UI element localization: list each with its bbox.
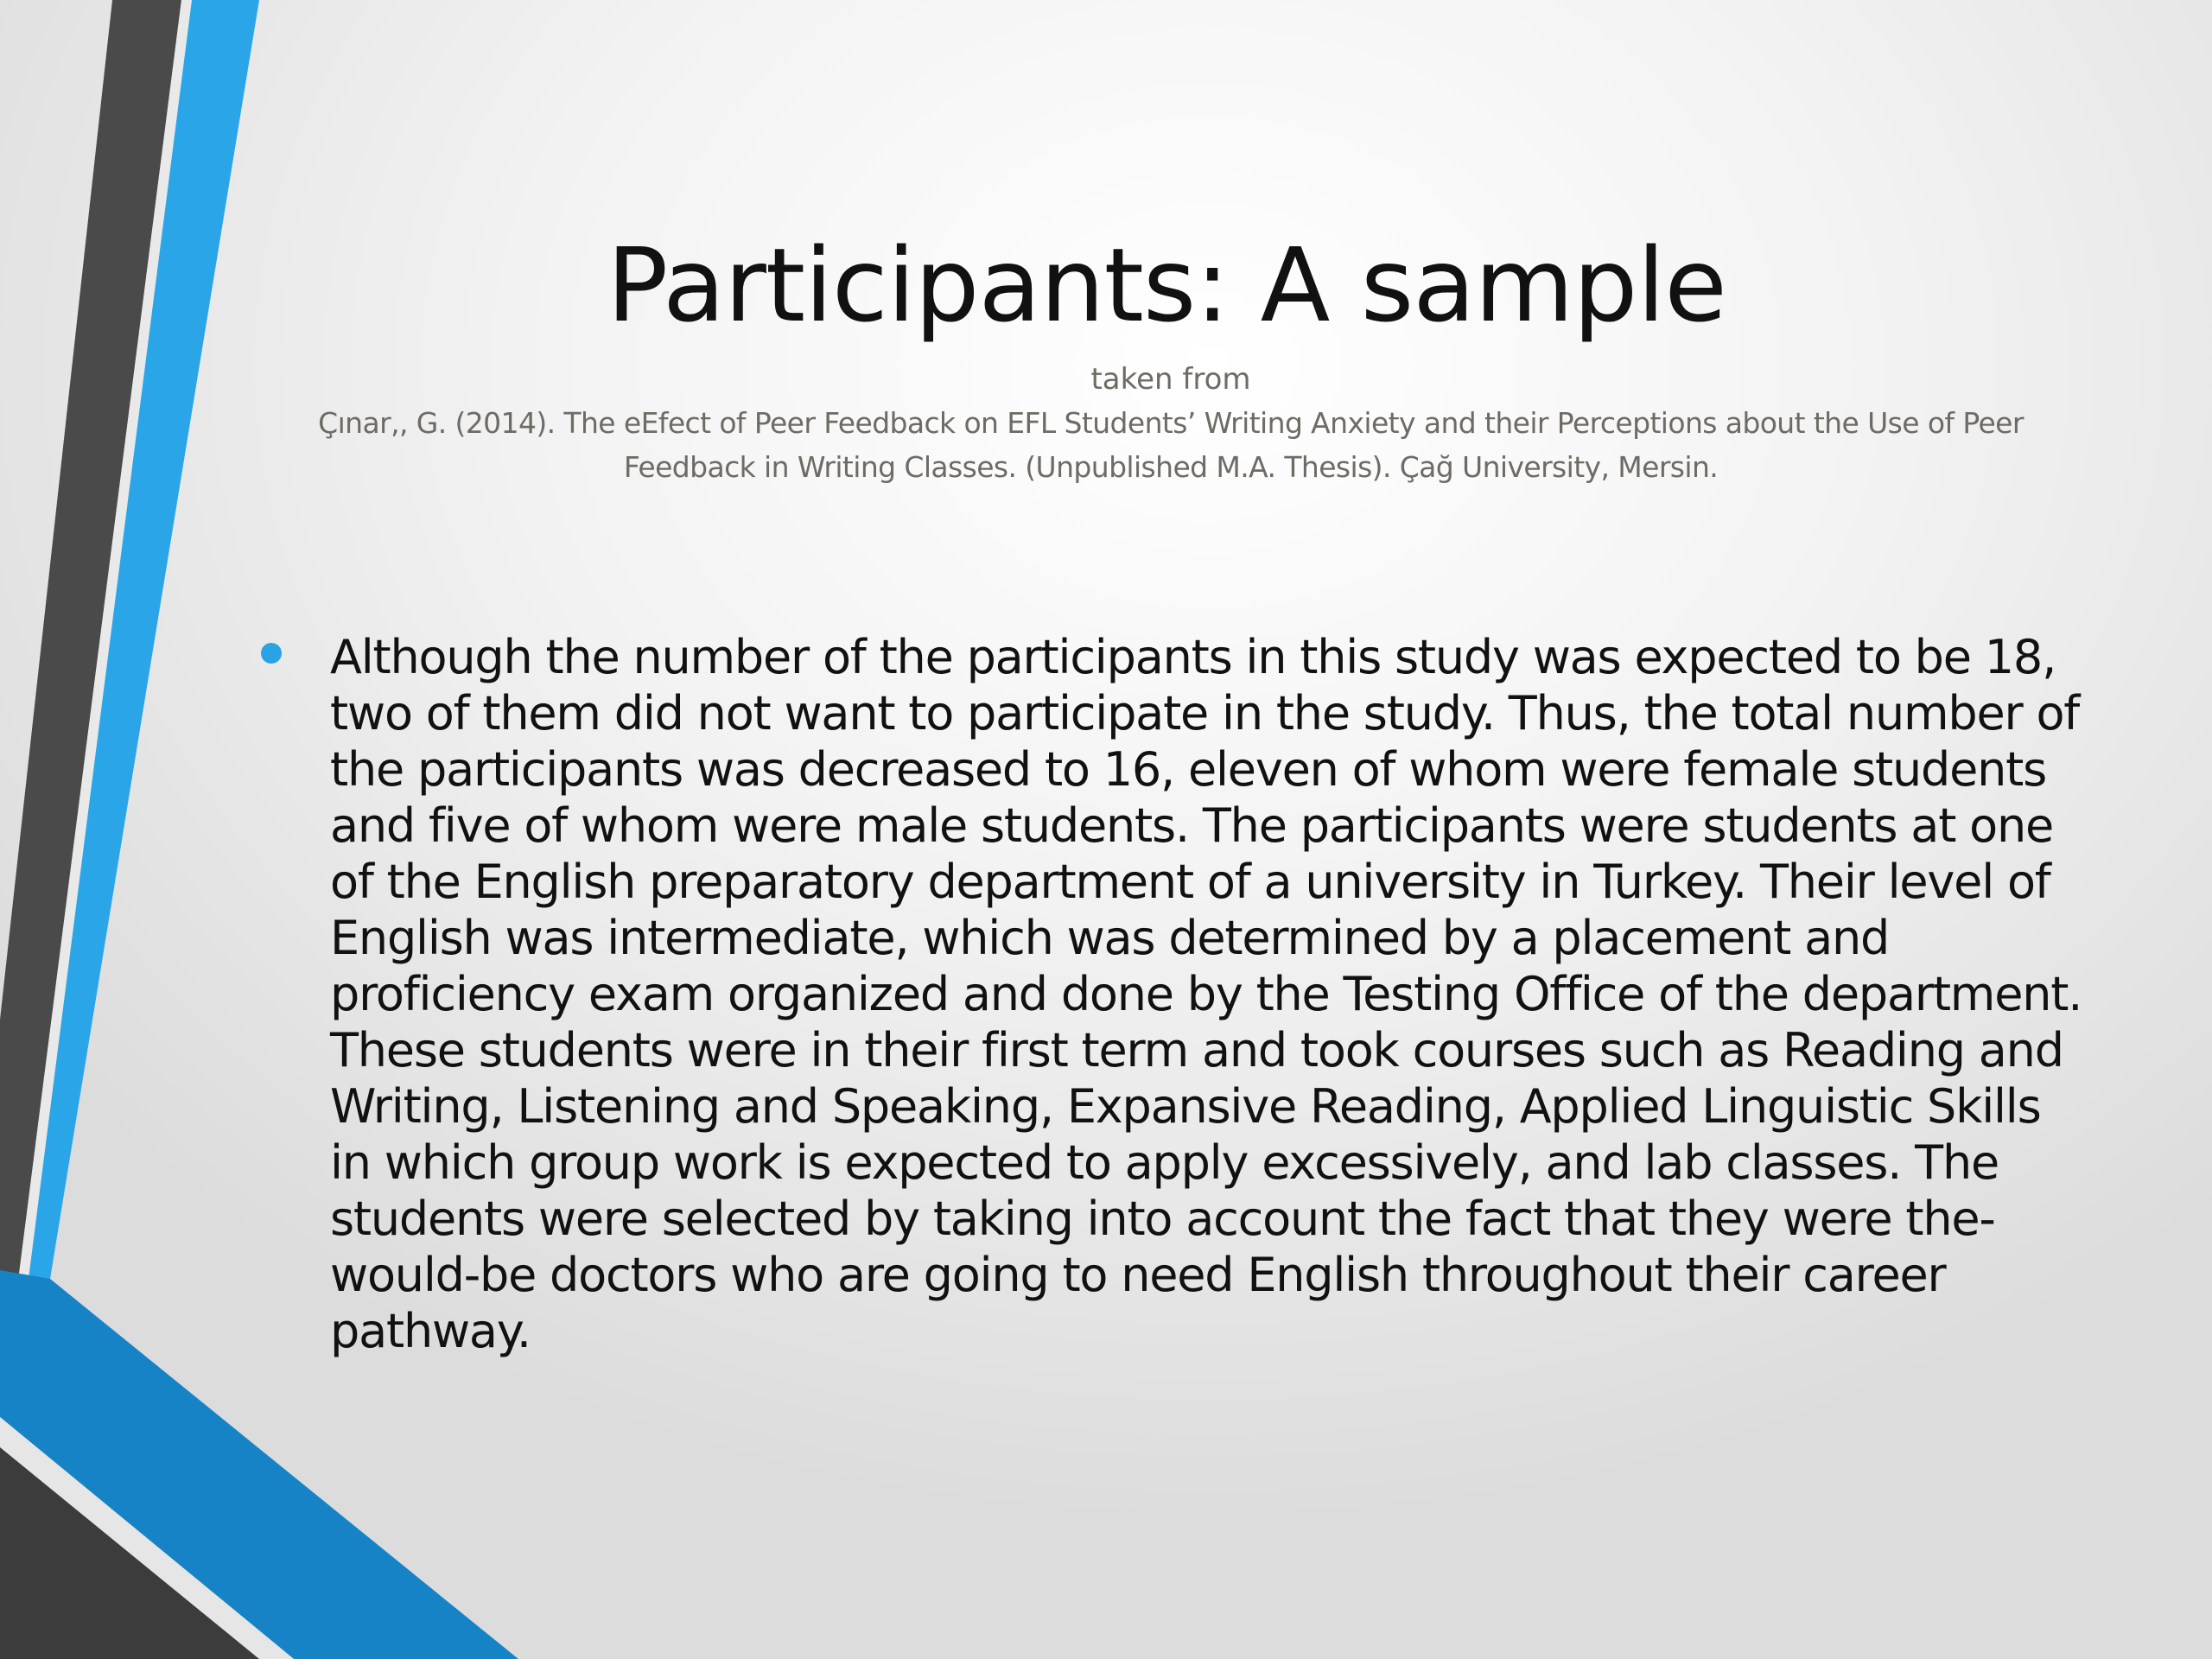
bullet-list xyxy=(259,629,2082,1359)
dark-stripe-upper xyxy=(0,0,181,1287)
source-label: taken from xyxy=(1090,362,1251,397)
slide-title: Participants: A sample xyxy=(607,226,1726,345)
source-reference xyxy=(259,358,2082,489)
citation: Çınar,, G. (2014). The eEfect of Peer Feedback on EFL Students’ Writing Anxiety and their Perceptions about the Use of Peer Feedback in Writing Classes. (Unpublished M.A. Thesis). Çağ University, Mersin. xyxy=(318,406,2024,484)
bullet-icon xyxy=(261,643,282,664)
list-item xyxy=(259,629,2082,1359)
bullet-text: Although the number of the participants in this study was expected to be 18, two of them did not want to participate in the study. Thus, the total number of the participants was decreased to 16, eleven of whom were female students and five of whom were male students. The participants were students at one of the English preparatory department of a university in Turkey. Their level of English was intermediate, which was determined by a placement and proficiency exam organized and done by the Testing Office of the department. These students were in their first term and took courses such as Reading and Writing, Listening and Speaking, Expansive Reading, Applied Linguistic Skills in which group work is expected to apply excessively, and lab classes. The students were selected by taking into account the fact that they were the-would-be doctors who are going to need English throughout their career pathway. xyxy=(330,630,2082,1358)
